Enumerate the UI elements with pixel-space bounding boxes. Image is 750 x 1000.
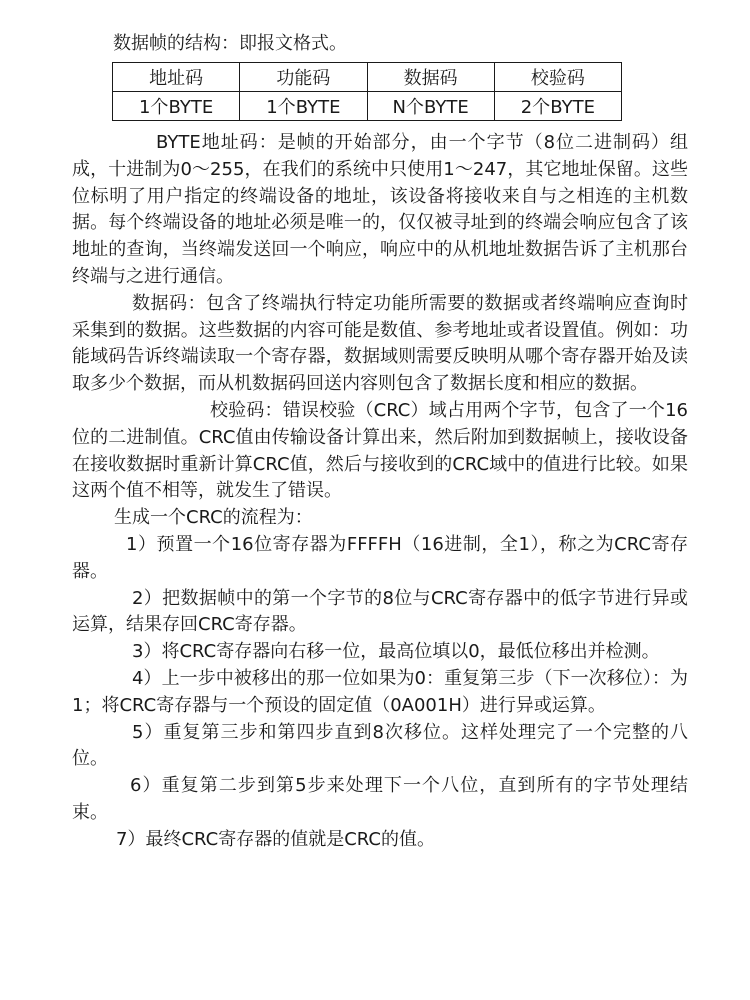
size-data: N个BYTE <box>367 92 494 121</box>
frame-structure-table <box>112 62 622 121</box>
crc-step-6: 6）重复第二步到第5步来处理下一个八位，直到所有的字节处理结束。 <box>72 775 688 823</box>
header-function: 功能码 <box>240 63 367 92</box>
crc-step-7: 7）最终CRC寄存器的值就是CRC的值。 <box>116 828 435 850</box>
paragraph-data-code: 数据码：包含了终端执行特定功能所需要的数据或者终端响应查询时采集到的数据。这些数据的内容可能是数值、参考地址或者设置值。例如：功能域码告诉终端读取一个寄存器，数据域则需要反映明从哪个寄存器开始及读取多少个数据，而从机数据码回送内容则包含了数据长度和相应的数据。 <box>72 292 688 395</box>
header-data: 数据码 <box>367 63 494 92</box>
size-function: 1个BYTE <box>240 92 367 121</box>
size-checksum: 2个BYTE <box>494 92 621 121</box>
paragraph-address-code: BYTE地址码：是帧的开始部分，由一个字节（8位二进制码）组成，十进制为0～255，在我们的系统中只使用1～247，其它地址保留。这些位标明了用户指定的终端设备的地址，该设备将接收来自与之相连的主机数据。每个终端设备的地址必须是唯一的，仅仅被寻址到的终端会响应包含了该地址的查询，当终端发送回一个响应，响应中的从机地址数据告诉了主机那台终端与之进行通信。 <box>72 132 688 287</box>
crc-step-1: 1）预置一个16位寄存器为FFFFH（16进制，全1），称之为CRC寄存器。 <box>72 533 688 582</box>
paragraph-checksum: 校验码：错误校验（CRC）域占用两个字节，包含了一个16位的二进制值。CRC值由传输设备计算出来，然后附加到数据帧上，接收设备在接收数据时重新计算CRC值，然后与接收到的CRC域中的值进行比较。如果这两个值不相等，就发生了错误。 <box>72 399 688 502</box>
crc-step-5: 5）重复第三步和第四步直到8次移位。这样处理完了一个完整的八位。 <box>72 721 688 770</box>
frame-structure-heading: 数据帧的结构：即报文格式。 <box>113 33 347 54</box>
crc-step-3: 3）将CRC寄存器向右移一位，最高位填以0，最低位移出并检测。 <box>132 641 660 663</box>
header-address: 地址码 <box>113 63 240 92</box>
body-text <box>72 130 688 854</box>
crc-step-2: 2）把数据帧中的第一个字节的8位与CRC寄存器中的低字节进行异或运算，结果存回CRC寄存器。 <box>72 587 688 636</box>
crc-procedure-heading: 生成一个CRC的流程为： <box>114 507 313 529</box>
crc-step-4: 4）上一步中被移出的那一位如果为0：重复第三步（下一次移位）：为1；将CRC寄存器与一个预设的固定值（0A001H）进行异或运算。 <box>72 667 688 716</box>
header-checksum: 校验码 <box>494 63 621 92</box>
size-address: 1个BYTE <box>113 92 240 121</box>
table-header-row <box>113 63 622 92</box>
table-size-row <box>113 92 622 121</box>
